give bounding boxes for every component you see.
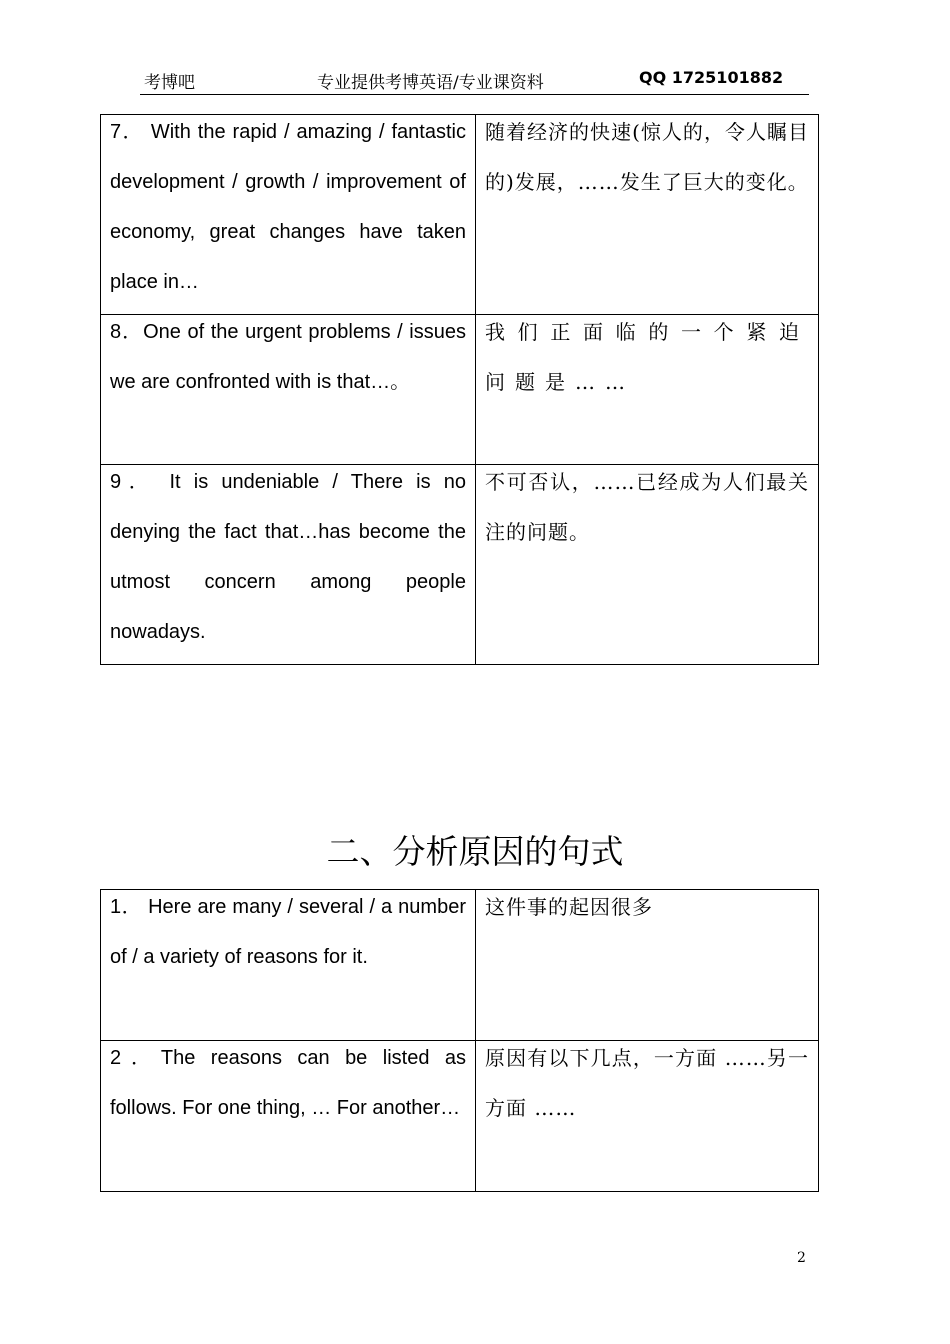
- english-sentence-cell: [101, 465, 476, 665]
- table-row: [101, 890, 819, 1041]
- chinese-translation: 原因有以下几点，一方面 ……另一方面 ……: [485, 1046, 809, 1120]
- sentence-table-2: [100, 889, 819, 1192]
- chinese-translation: 不可否认，……已经成为人们最关注的问题。: [485, 470, 809, 544]
- english-sentence-cell: [101, 1041, 476, 1192]
- chinese-translation-cell: [476, 465, 819, 665]
- english-sentence: 1． Here are many / several / a number of / a variety of reasons for it.: [110, 896, 466, 968]
- table-row: [101, 315, 819, 465]
- chinese-translation: 这件事的起因很多: [485, 895, 653, 919]
- header-tagline: 专业提供考博英语/专业课资料: [317, 73, 544, 93]
- page-header: [140, 64, 809, 95]
- english-sentence: 8．One of the urgent problems / issues we are confronted with is that…。: [110, 321, 466, 393]
- sentence-table-1: [100, 114, 819, 665]
- chinese-translation-cell: [476, 115, 819, 315]
- page-number: 2: [797, 1250, 806, 1266]
- header-site-name: 考博吧: [144, 73, 195, 93]
- chinese-translation-cell: [476, 890, 819, 1041]
- english-sentence: 7． With the rapid / amazing / fantastic development / growth / improvement of economy, great changes have taken place in…: [110, 121, 466, 293]
- chinese-translation-cell: [476, 1041, 819, 1192]
- chinese-translation-cell: [476, 315, 819, 465]
- table-row: [101, 1041, 819, 1192]
- table-row: [101, 465, 819, 665]
- english-sentence-cell: [101, 890, 476, 1041]
- chinese-translation: 随着经济的快速(惊人的，令人瞩目的)发展，……发生了巨大的变化。: [485, 120, 809, 194]
- chinese-translation: 我们正面临的一个紧迫问题是……: [485, 320, 809, 394]
- table-row: [101, 115, 819, 315]
- header-contact: QQ 1725101882: [639, 68, 784, 87]
- section-title: 二、分析原因的句式: [326, 832, 624, 871]
- english-sentence-cell: [101, 115, 476, 315]
- english-sentence: 9． It is undeniable / There is no denying the fact that…has become the utmost concern among people nowadays.: [110, 471, 466, 643]
- english-sentence-cell: [101, 315, 476, 465]
- english-sentence: 2．The reasons can be listed as follows. For one thing, … For another…: [110, 1047, 466, 1119]
